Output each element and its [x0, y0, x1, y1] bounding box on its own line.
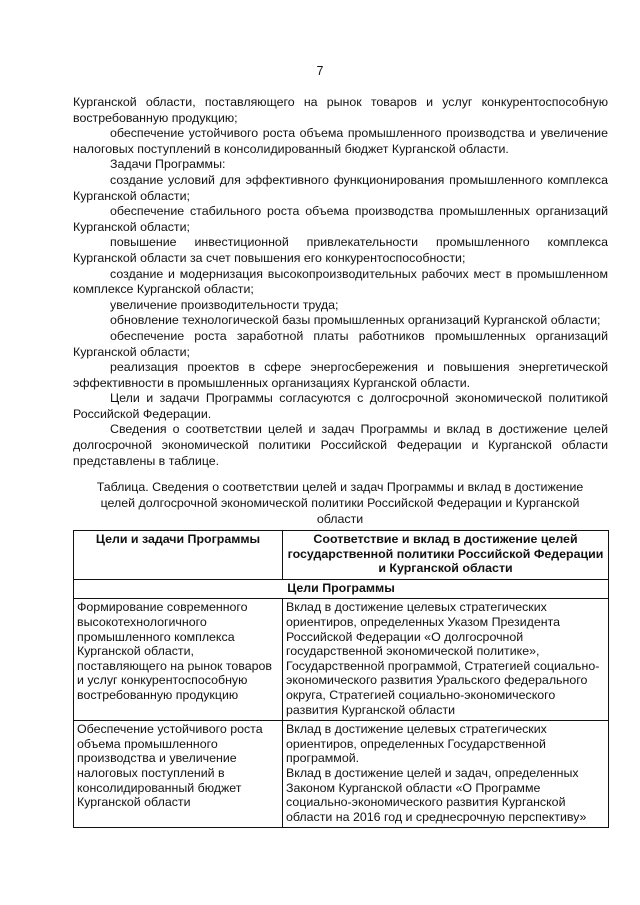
table-section-row — [74, 579, 609, 599]
paragraph: создание и модернизация высокопроизводительных рабочих мест в промышленном комплексе Курганской области; — [73, 266, 608, 297]
paragraph: Сведения о соответствии целей и задач Программы и вклад в достижение целей долгосрочной экономической политики Российской Федерации и Курганской области представлены в таблице. — [73, 422, 608, 468]
goals-table — [73, 530, 609, 828]
paragraph: обновление технологической базы промышленных организаций Курганской области; — [110, 313, 601, 328]
page-number: 7 — [316, 64, 324, 78]
paragraph: Курганской области, поставляющего на рынок товаров и услуг конкурентоспособную востребованную продукцию; — [73, 95, 608, 125]
paragraph: Цели и задачи Программы согласуются с долгосрочной экономической политикой Российской Федерации. — [73, 391, 608, 421]
paragraph: увеличение производительности труда; — [110, 297, 339, 312]
table-row — [74, 599, 609, 721]
table-section-label: Цели Программы — [74, 579, 609, 599]
table-row — [74, 721, 609, 828]
table-cell-contribution: Вклад в достижение целевых стратегических ориентиров, определенных Государственной программой. Вклад в достижение целей и задач, определенных Законом Курганской области «О Программе социально-экономического развития Курганской области на 2016 год и среднесрочную перспективу» — [283, 721, 609, 828]
paragraph: Задачи Программы: — [110, 157, 226, 172]
table-cell-goal: Обеспечение устойчивого роста объема промышленного производства и увеличение налоговых поступлений в консолидированный бюджет Курганской области — [74, 721, 283, 828]
paragraph: обеспечение роста заработной платы работников промышленных организаций Курганской области; — [73, 328, 608, 359]
table-header-correspondence: Соответствие и вклад в достижение целей государственной политики Российской Федерации и Курганской области — [283, 531, 609, 580]
table-header-row — [74, 531, 609, 580]
body-text — [73, 95, 608, 469]
table-caption: Таблица. Сведения о соответствии целей и задач Программы и вклад в достижение целей долгосрочной экономической политики Российской Федерации и Курганской области — [96, 480, 584, 526]
paragraph: обеспечение стабильного роста объема производства промышленных организаций Курганской области; — [73, 204, 608, 234]
paragraph: реализация проектов в сфере энергосбережения и повышения энергетической эффективности в промышленных организациях Курганской области. — [73, 360, 608, 390]
paragraph: повышение инвестиционной привлекательности промышленного комплекса Курганской области за счет повышения его конкурентоспособности; — [73, 235, 608, 265]
table-cell-goal: Формирование современного высокотехнологичного промышленного комплекса Курганской области, поставляющего на рынок товаров и услуг конкурентоспособную востребованную продукцию — [74, 599, 283, 721]
paragraph: создание условий для эффективного функционирования промышленного комплекса Курганской области; — [73, 172, 608, 203]
table-header-goals: Цели и задачи Программы — [74, 531, 283, 580]
paragraph: обеспечение устойчивого роста объема промышленного производства и увеличение налоговых поступлений в консолидированный бюджет Курганской области. — [73, 126, 608, 156]
table-cell-contribution: Вклад в достижение целевых стратегических ориентиров, определенных Указом Президента Российской Федерации «О долгосрочной государственной экономической политике», Государственной программой, Стратегией социально-экономического развития Уральского федерального округа, Стратегией социально-экономического развития Курганской области — [283, 599, 609, 721]
